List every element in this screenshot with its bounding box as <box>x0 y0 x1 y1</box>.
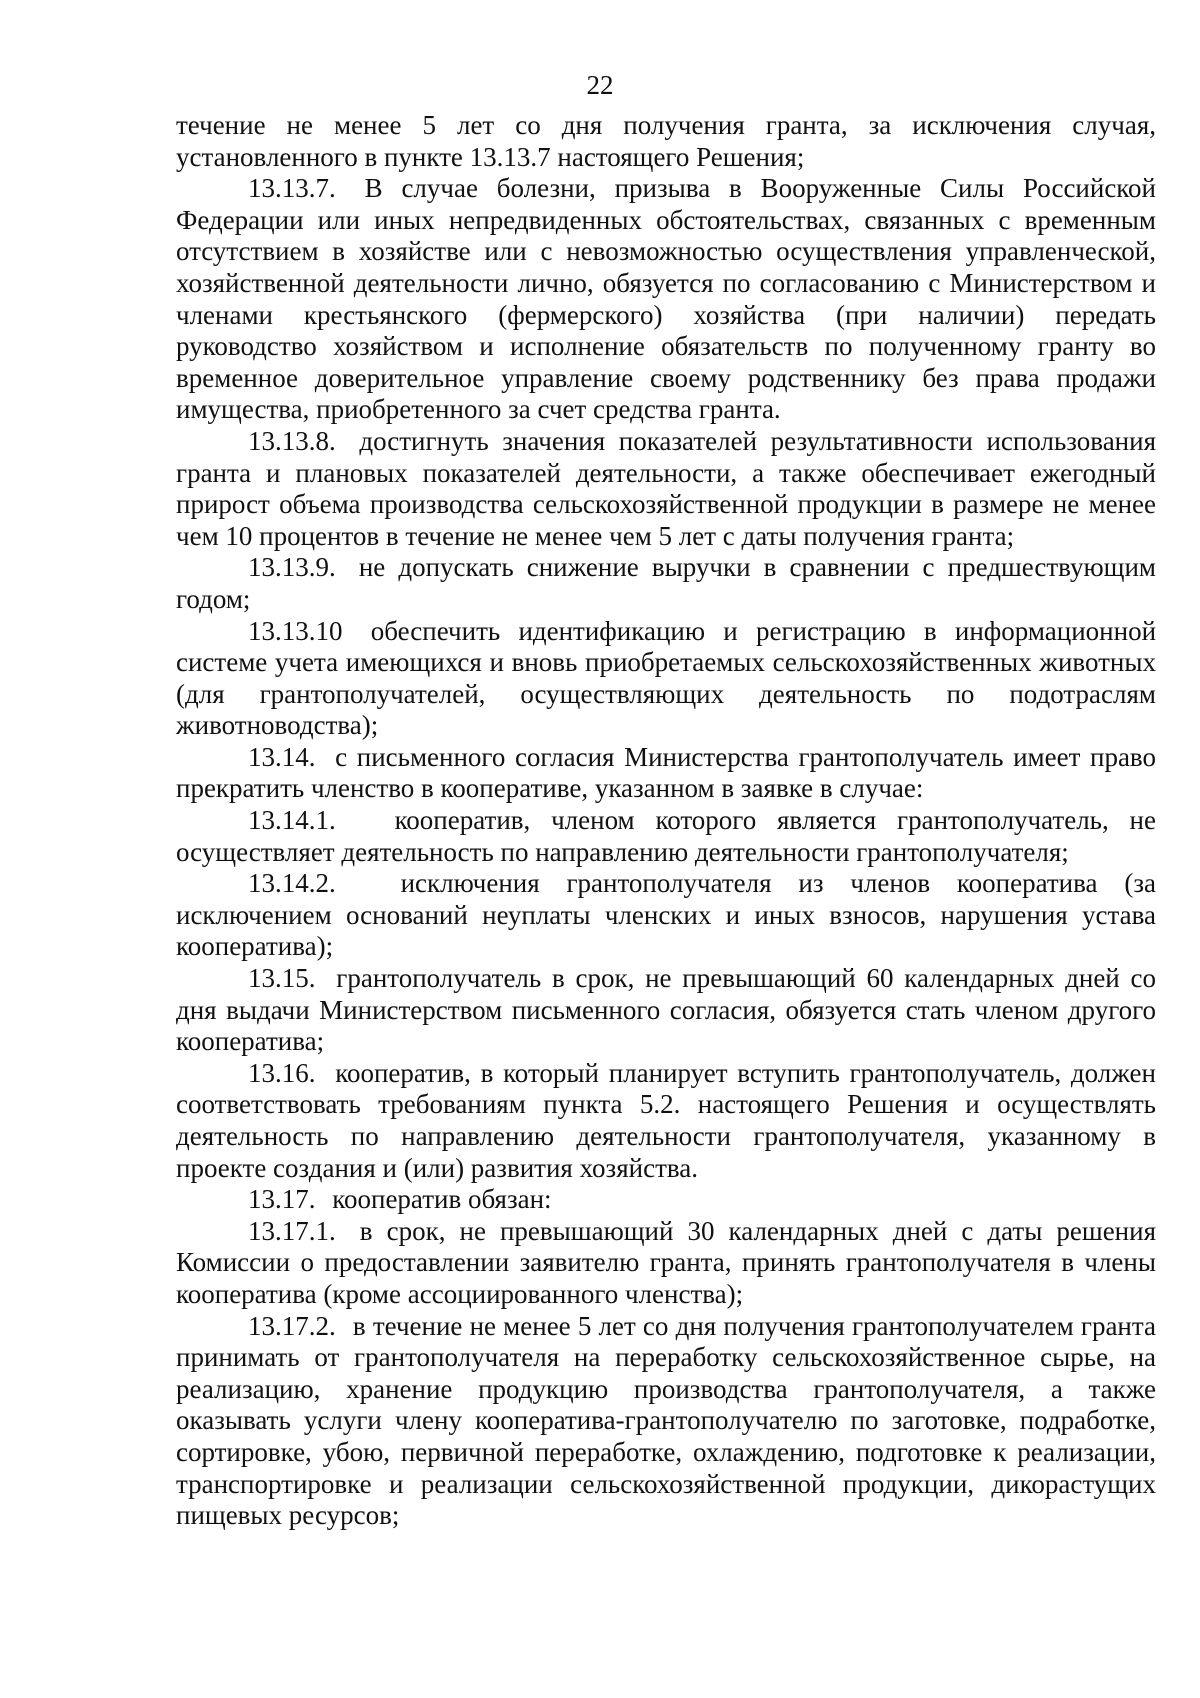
paragraph-13-16 <box>176 1058 1156 1184</box>
paragraph-13-14-1 <box>176 805 1156 868</box>
paragraph-text: в срок, не превышающий 30 календарных дней с даты решения Комиссии о предоставлении заявителю гранта, принять грантополучателя в члены кооператива (кроме ассоциированного членства); <box>176 1215 1156 1309</box>
paragraph-13-13-7 <box>176 173 1156 426</box>
paragraph-13-17 <box>176 1184 1156 1216</box>
page-number: 22 <box>586 70 614 100</box>
paragraph-13-14-2 <box>176 868 1156 963</box>
paragraph-text: В случае болезни, призыва в Вооруженные Силы Российской Федерации или иных непредвиденных обстоятельствах, связанных с временным отсутствием в хозяйстве или с невозможностью осуществления управленческой, хозяйственной деятельности лично, обязуется по согласованию с Министерством и членами крестьянского (фермерского) хозяйства (при наличии) передать руководство хозяйством и исполнение обязательств по полученному гранту во временное доверительное управление своему родственнику без права продажи имущества, приобретенного за счет средства гранта. <box>176 173 1157 425</box>
paragraph-13-13-10 <box>176 616 1156 742</box>
paragraph-number: 13.14.2. <box>248 868 336 899</box>
paragraph-13-17-2 <box>176 1311 1156 1532</box>
paragraph-text: кооператив обязан: <box>332 1184 552 1215</box>
paragraph-13-14 <box>176 742 1156 805</box>
paragraph-text: течение не менее 5 лет со дня получения гранта, за исключения случая, установленного в пункте 13.13.7 настоящего Решения; <box>176 110 1156 172</box>
paragraph-number: 13.14.1. <box>248 805 336 836</box>
paragraph-number: 13.13.10 <box>248 615 343 646</box>
paragraph-13-13-8 <box>176 426 1156 552</box>
paragraph-text: кооператив, в который планирует вступить грантополучатель, должен соответствовать требованиям пункта 5.2. настоящего Решения и осуществлять деятельность по направлению деятельности грантополучателя, указанному в проекте создания и (или) развития хозяйства. <box>176 1057 1156 1183</box>
paragraph-text: с письменного согласия Министерства грантополучатель имеет право прекратить членство в кооперативе, указанном в заявке в случае: <box>176 741 1156 804</box>
paragraph-text: достигнуть значения показателей результативности использования гранта и плановых показателей деятельности, а также обеспечивает ежегодный прирост объема производства сельскохозяйственной продукции в размере не менее чем 10 процентов в течение не менее чем 5 лет с даты получения гранта; <box>176 425 1156 551</box>
paragraph-text: в течение не менее 5 лет со дня получения грантополучателем гранта принимать от грантополучателя на переработку сельскохозяйственное сырье, на реализацию, хранение продукцию производства грантополучателя, а также оказывать услуги члену кооператива-грантополучателю по заготовке, подработке, сортировке, убою, первичной переработке, охлаждению, подготовке к реализации, транспортировке и реализации сельскохозяйственной продукции, дикорастущих пищевых ресурсов; <box>176 1310 1156 1531</box>
paragraph-text: обеспечить идентификацию и регистрацию в информационной системе учета имеющихся и вновь приобретаемых сельскохозяйственных животных (для грантополучателей, осуществляющих деятельность по подотраслям животноводства); <box>176 615 1157 741</box>
paragraph-number: 13.15. <box>248 963 316 994</box>
paragraph-continuation <box>176 110 1156 173</box>
paragraph-text: грантополучатель в срок, не превышающий 60 календарных дней со дня выдачи Министерством письменного согласия, обязуется стать членом другого кооператива; <box>176 963 1157 1057</box>
paragraph-number: 13.17.2. <box>248 1310 336 1341</box>
paragraph-number: 13.16. <box>248 1057 316 1088</box>
paragraph-13-17-1 <box>176 1216 1156 1311</box>
paragraph-number: 13.13.7. <box>248 173 336 204</box>
paragraph-13-15 <box>176 963 1156 1058</box>
paragraph-text: не допускать снижение выручки в сравнении с предшествующим годом; <box>176 552 1156 614</box>
paragraph-number: 13.14. <box>248 741 316 772</box>
paragraph-number: 13.13.8. <box>248 425 336 456</box>
paragraph-number: 13.13.9. <box>248 552 336 583</box>
paragraph-number: 13.17. <box>248 1184 316 1215</box>
paragraph-13-13-9 <box>176 552 1156 615</box>
paragraph-text: кооператив, членом которого является грантополучатель, не осуществляет деятельность по направлению деятельности грантополучателя; <box>176 805 1156 867</box>
paragraph-number: 13.17.1. <box>248 1215 336 1246</box>
paragraph-text: исключения грантополучателя из членов кооператива (за исключением оснований неуплаты членских и иных взносов, нарушения устава кооператива); <box>176 868 1156 962</box>
document-body <box>176 110 1156 1532</box>
